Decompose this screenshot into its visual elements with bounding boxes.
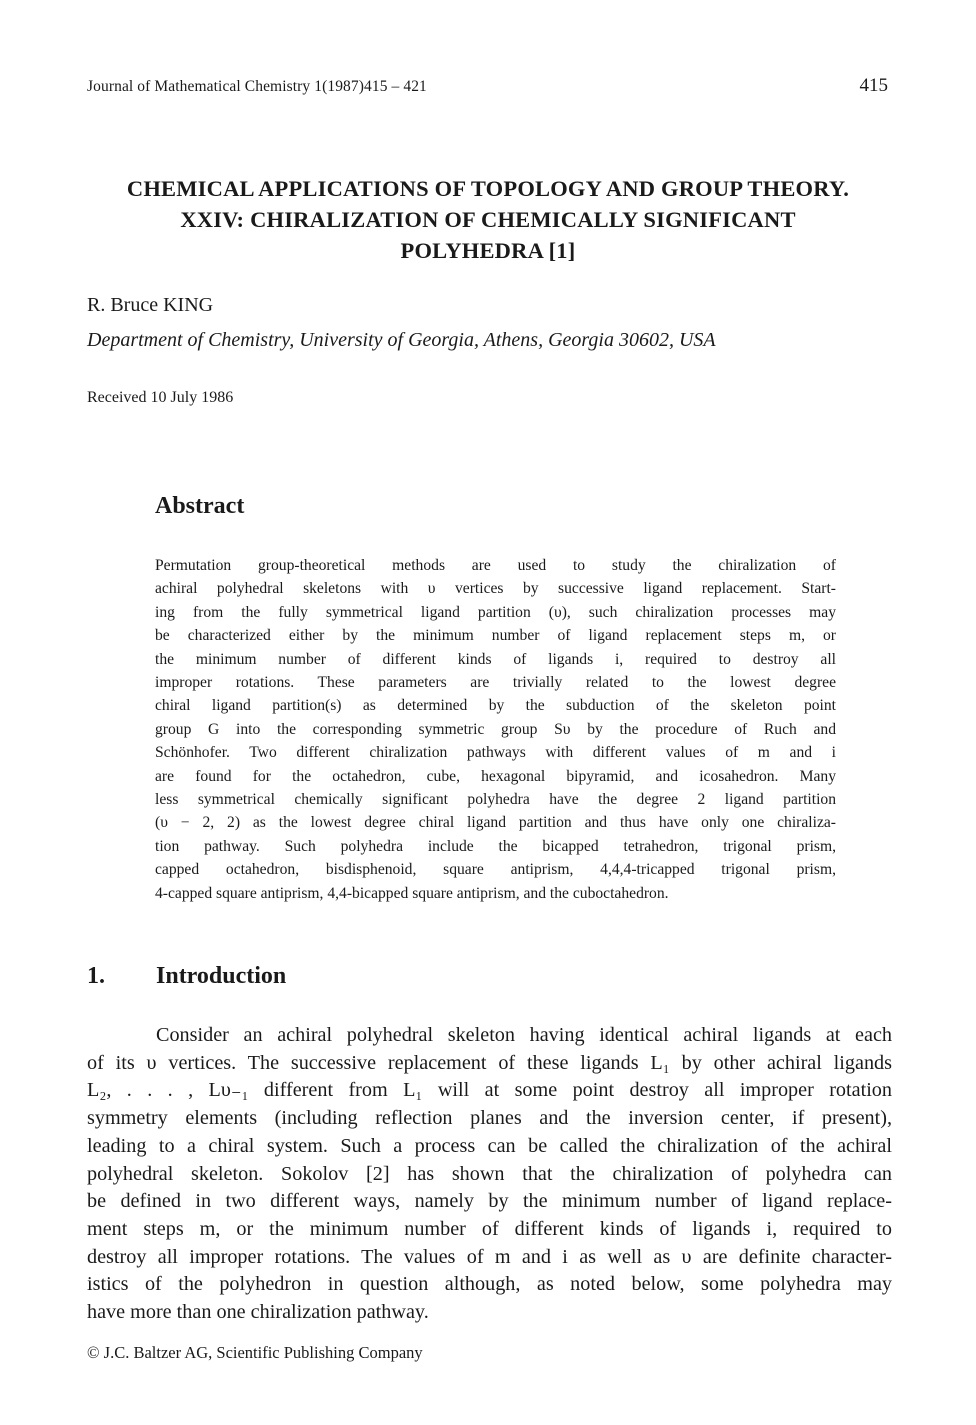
- abstract-line: group G into the corresponding symmetric group Sυ by the procedure of Ruch and: [155, 720, 836, 738]
- section-title: Introduction: [156, 963, 287, 989]
- author-affiliation: Department of Chemistry, University of Georgia, Athens, Georgia 30602, USA: [87, 329, 716, 351]
- intro-line: Consider an achiral polyhedral skeleton having identical achiral ligands at each: [156, 1024, 892, 1046]
- received-date: Received 10 July 1986: [87, 389, 234, 406]
- abstract-line: be characterized either by the minimum number of ligand replacement steps m, or: [155, 627, 836, 645]
- intro-line: have more than one chiralization pathway.: [87, 1301, 429, 1324]
- abstract-line: ing from the fully symmetrical ligand partition (υ), such chiralization processes may: [155, 603, 836, 621]
- abstract-heading: Abstract: [155, 493, 245, 519]
- copyright-footer: © J.C. Baltzer AG, Scientific Publishing Company: [87, 1343, 423, 1362]
- page-number: 415: [859, 75, 888, 96]
- title-line: XXIV: CHIRALIZATION OF CHEMICALLY SIGNIFICANT: [180, 207, 796, 232]
- intro-line: L₂, . . . , Lυ₋₁ different from L₁ will at some point destroy all improper rotation: [87, 1079, 892, 1102]
- intro-line: istics of the polyhedron in question although, as noted below, some polyhedra may: [87, 1273, 892, 1296]
- section-number: 1.: [87, 963, 105, 989]
- abstract-line: achiral polyhedral skeletons with υ vertices by successive ligand replacement. Start-: [155, 580, 836, 598]
- intro-line: symmetry elements (including reflection planes and the inversion center, if present),: [87, 1107, 892, 1130]
- title-line: POLYHEDRA [1]: [400, 238, 576, 263]
- intro-line: destroy all improper rotations. The values of m and i as well as υ are definite character-: [87, 1245, 892, 1268]
- abstract-line: Schönhofer. Two different chiralization pathways with different values of m and i: [155, 744, 836, 762]
- paper-title: [87, 173, 889, 266]
- abstract-line: tion pathway. Such polyhedra include the bicapped tetrahedron, trigonal prism,: [155, 837, 836, 855]
- abstract-line: chiral ligand partition(s) as determined by the subduction of the skeleton point: [155, 697, 836, 715]
- intro-line: of its υ vertices. The successive replacement of these ligands L₁ by other achiral ligands: [87, 1051, 892, 1074]
- abstract-line: Permutation group-theoretical methods are used to study the chiralization of: [155, 557, 836, 574]
- abstract-line: are found for the octahedron, cube, hexagonal bipyramid, and icosahedron. Many: [155, 767, 836, 785]
- abstract-text: [155, 554, 836, 905]
- abstract-line: improper rotations. These parameters are trivially related to the lowest degree: [155, 674, 836, 692]
- intro-line: ment steps m, or the minimum number of different kinds of ligands i, required to: [87, 1217, 892, 1240]
- title-line: CHEMICAL APPLICATIONS OF TOPOLOGY AND GROUP THEORY.: [126, 176, 850, 201]
- introduction-text: [87, 1022, 892, 1327]
- intro-line: leading to a chiral system. Such a process can be called the chiralization of the achiral: [87, 1134, 892, 1157]
- abstract-line: (υ − 2, 2) as the lowest degree chiral ligand partition and thus have only one chiraliza-: [155, 814, 836, 832]
- intro-line: polyhedral skeleton. Sokolov [2] has shown that the chiralization of polyhedra can: [87, 1162, 892, 1185]
- author-name: R. Bruce KING: [87, 294, 214, 316]
- abstract-line: the minimum number of different kinds of ligands i, required to destroy all: [155, 650, 836, 668]
- abstract-line: 4-capped square antiprism, 4,4-bicapped square antiprism, and the cuboctahedron.: [155, 884, 669, 902]
- abstract-line: capped octahedron, bisdisphenoid, square antiprism, 4,4,4-tricapped trigonal prism,: [155, 861, 836, 879]
- abstract-line: less symmetrical chemically significant polyhedra have the degree 2 ligand partition: [155, 791, 836, 809]
- running-head: Journal of Mathematical Chemistry 1(1987)415 – 421: [87, 78, 427, 95]
- intro-line: be defined in two different ways, namely by the minimum number of ligand replace-: [87, 1190, 892, 1213]
